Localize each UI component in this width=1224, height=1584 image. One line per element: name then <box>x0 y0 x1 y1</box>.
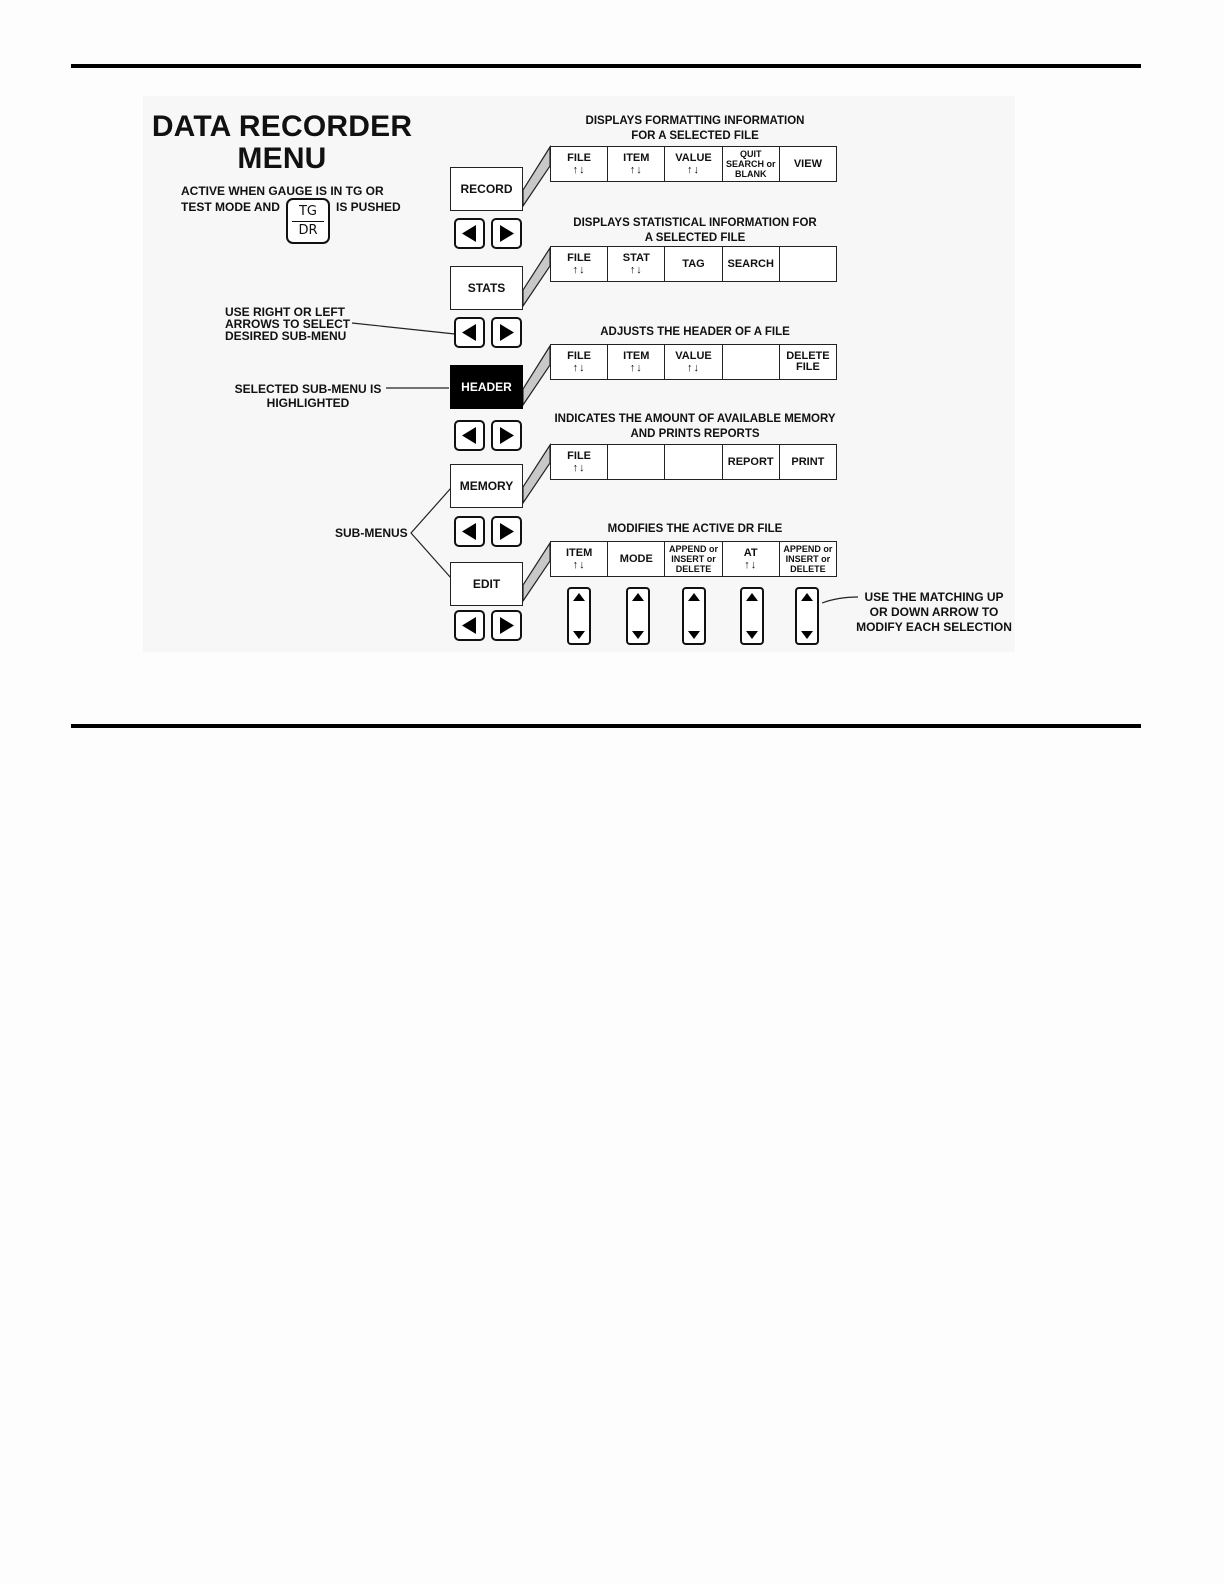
option-cell[interactable]: VALUE ↑↓ <box>665 147 722 181</box>
edit-description: MODIFIES THE ACTIVE DR FILE <box>607 523 783 535</box>
menu-record-button[interactable]: RECORD <box>450 167 523 211</box>
updown-button-1[interactable] <box>567 587 591 645</box>
stats-options-row <box>550 246 837 282</box>
bottom-rule <box>71 724 1141 728</box>
option-cell[interactable]: REPORT <box>723 445 780 479</box>
memory-options-row <box>550 444 837 480</box>
right-arrow-icon <box>500 225 514 242</box>
left-arrow-icon <box>462 324 476 341</box>
option-cell[interactable]: FILE ↑↓ <box>551 445 608 479</box>
left-arrow-button[interactable] <box>454 610 485 641</box>
edit-options-row <box>550 541 837 577</box>
active-note-line1: ACTIVE WHEN GAUGE IS IN TG OR <box>181 184 384 198</box>
updown-callout: USE THE MATCHING UP OR DOWN ARROW TO MODIFY EACH SELECTION <box>856 590 1012 634</box>
updown-button-3[interactable] <box>682 587 706 645</box>
arrow-pair-4 <box>454 516 524 548</box>
option-cell[interactable]: APPEND or INSERT or DELETE <box>665 542 722 576</box>
right-arrow-icon <box>500 427 514 444</box>
option-cell[interactable]: QUIT SEARCH or BLANK <box>723 147 780 181</box>
option-cell[interactable]: SEARCH <box>723 247 780 281</box>
submenus-callout: SUB-MENUS <box>335 526 408 540</box>
option-cell[interactable]: ITEM ↑↓ <box>608 147 665 181</box>
arrow-pair-2 <box>454 317 524 349</box>
menu-header-button[interactable]: HEADER <box>450 365 523 409</box>
left-arrow-icon <box>462 225 476 242</box>
arrow-pair-5 <box>454 610 524 642</box>
right-arrow-icon <box>500 523 514 540</box>
menu-stats-button[interactable]: STATS <box>450 266 523 310</box>
up-arrow-icon <box>746 593 758 601</box>
option-cell[interactable] <box>723 345 780 379</box>
down-arrow-icon <box>632 631 644 639</box>
option-cell[interactable]: STAT ↑↓ <box>608 247 665 281</box>
left-arrow-icon <box>462 523 476 540</box>
arrows-callout: USE RIGHT OR LEFT ARROWS TO SELECT DESIRED SUB-MENU <box>225 305 351 343</box>
wedge-record <box>523 147 550 206</box>
option-cell[interactable]: FILE ↑↓ <box>551 345 608 379</box>
option-cell[interactable]: VALUE ↑↓ <box>665 345 722 379</box>
right-arrow-button[interactable] <box>491 516 522 547</box>
up-arrow-icon <box>573 593 585 601</box>
option-cell[interactable]: APPEND or INSERT or DELETE <box>783 544 833 574</box>
active-note-line2a: TEST MODE AND <box>181 200 280 214</box>
wedge-header <box>523 346 550 405</box>
right-arrow-icon <box>500 324 514 341</box>
diagram-title: DATA RECORDER MENU <box>151 110 413 175</box>
down-arrow-icon <box>746 631 758 639</box>
option-cell[interactable] <box>665 445 722 479</box>
wedge-stats <box>523 248 550 306</box>
selected-callout: SELECTED SUB-MENU IS HIGHLIGHTED <box>234 382 382 410</box>
left-arrow-icon <box>462 617 476 634</box>
left-arrow-button[interactable] <box>454 516 485 547</box>
arrow-pair-1 <box>454 218 524 250</box>
right-arrow-button[interactable] <box>491 610 522 641</box>
key-top-label: TG <box>298 204 317 219</box>
option-cell[interactable]: FILE ↑↓ <box>551 147 608 181</box>
arrow-pair-3 <box>454 420 524 452</box>
menu-memory-button[interactable]: MEMORY <box>450 464 523 508</box>
down-arrow-icon <box>688 631 700 639</box>
option-cell[interactable]: ITEM ↑↓ <box>608 345 665 379</box>
left-arrow-button[interactable] <box>454 218 485 249</box>
option-cell[interactable] <box>608 445 665 479</box>
up-arrow-icon <box>801 593 813 601</box>
right-arrow-button[interactable] <box>491 420 522 451</box>
wedge-memory <box>523 445 550 503</box>
option-cell[interactable]: PRINT <box>791 455 825 468</box>
option-cell[interactable]: VIEW <box>793 157 822 170</box>
right-arrow-button[interactable] <box>491 218 522 249</box>
up-arrow-icon <box>632 593 644 601</box>
key-bottom-label: DR <box>298 223 318 238</box>
wedge-edit <box>523 543 550 601</box>
memory-description: INDICATES THE AMOUNT OF AVAILABLE MEMORY AND PRINTS REPORTS <box>554 413 836 440</box>
updown-button-4[interactable] <box>740 587 764 645</box>
option-cell[interactable]: AT ↑↓ <box>723 542 780 576</box>
record-description: DISPLAYS FORMATTING INFORMATION FOR A SELECTED FILE <box>585 115 805 142</box>
left-arrow-button[interactable] <box>454 317 485 348</box>
right-arrow-button[interactable] <box>491 317 522 348</box>
down-arrow-icon <box>801 631 813 639</box>
option-cell[interactable]: ITEM ↑↓ <box>551 542 608 576</box>
stats-description: DISPLAYS STATISTICAL INFORMATION FOR A SELECTED FILE <box>573 217 817 244</box>
menu-edit-button[interactable]: EDIT <box>450 562 523 606</box>
updown-button-2[interactable] <box>626 587 650 645</box>
option-cell[interactable] <box>780 247 836 281</box>
header-options-row <box>550 344 837 380</box>
option-cell[interactable]: MODE <box>608 542 665 576</box>
updown-button-5[interactable] <box>795 587 819 645</box>
up-arrow-icon <box>688 593 700 601</box>
option-cell[interactable]: DELETE FILE <box>786 350 830 373</box>
record-options-row <box>550 146 837 182</box>
right-arrow-icon <box>500 617 514 634</box>
down-arrow-icon <box>573 631 585 639</box>
option-cell[interactable]: FILE ↑↓ <box>551 247 608 281</box>
active-note-line2b: IS PUSHED <box>336 200 401 214</box>
header-description: ADJUSTS THE HEADER OF A FILE <box>600 326 790 338</box>
left-arrow-icon <box>462 427 476 444</box>
option-cell[interactable]: TAG <box>665 247 722 281</box>
left-arrow-button[interactable] <box>454 420 485 451</box>
